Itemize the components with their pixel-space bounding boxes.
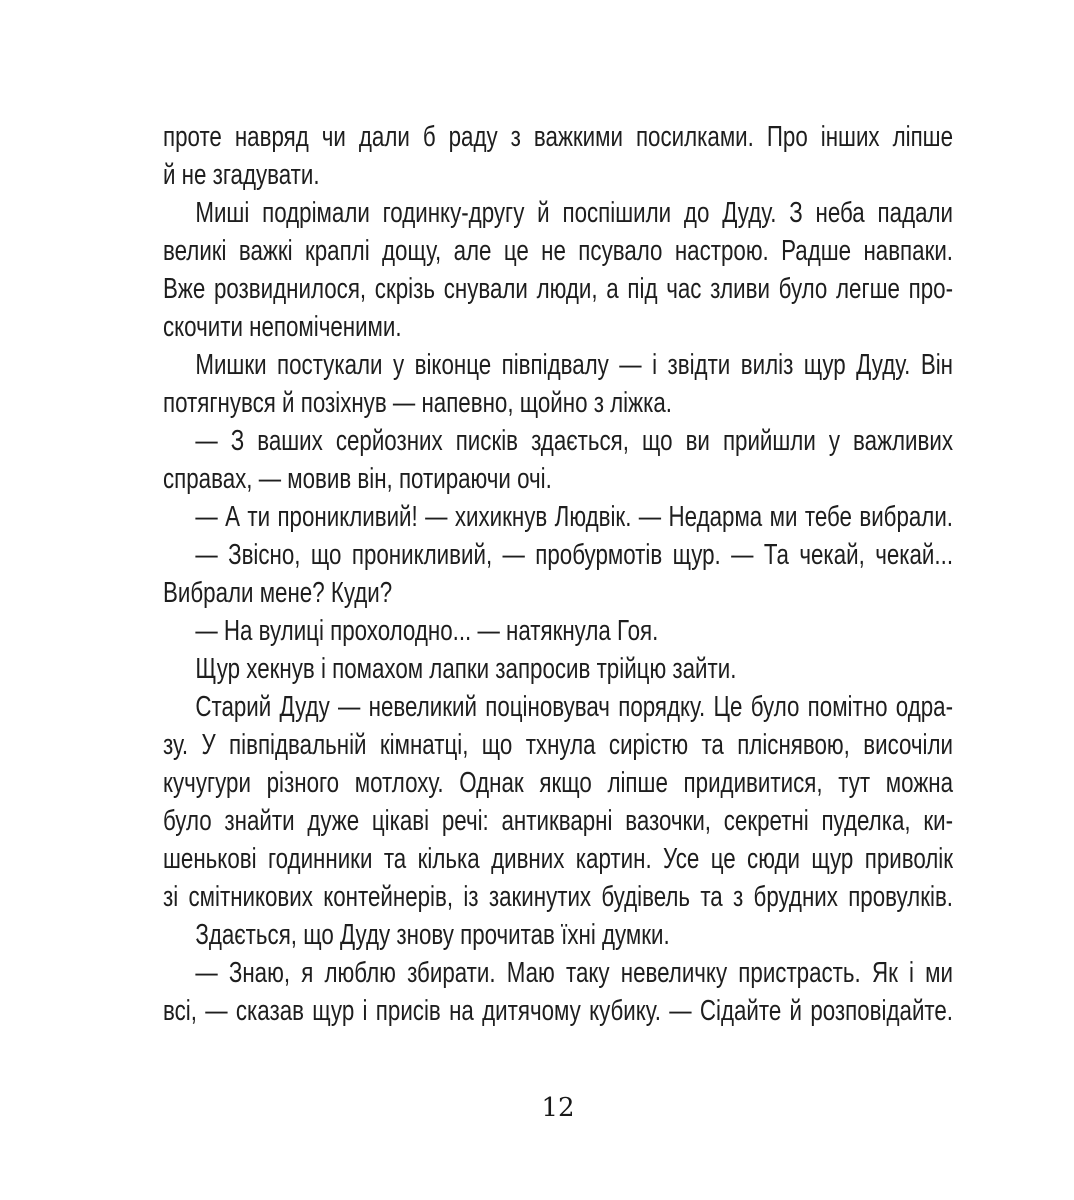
text-block (163, 118, 953, 1030)
text-line: Старий Дуду — невеликий поціновувач порядку. Це було помітно одра- (195, 691, 954, 723)
text-line: Вже розвиднилося, скрізь снували люди, а під час зливи було легше про- (163, 273, 954, 305)
text-line: — Звісно, що проникливий, — пробурмотів щур. — Та чекай, чекай... (195, 539, 954, 571)
text-line: було знайти дуже цікаві речі: антикварні вазочки, секретні пуделка, ки- (163, 805, 954, 837)
text-line: Мишки постукали у віконце півпідвалу — і звідти виліз щур Дуду. Він (195, 349, 954, 381)
text-line: проте навряд чи дали б раду з важкими посилками. Про інших ліпше (163, 121, 954, 153)
text-line: Миші подрімали годинку-другу й поспішили до Дуду. З неба падали (195, 197, 954, 229)
text-line: потягнувся й позіхнув — напевно, щойно з ліжка. (163, 387, 672, 419)
text-line: шенькові годинники та кілька дивних картин. Усе це сюди щур приволік (163, 843, 954, 875)
text-line: — А ти проникливий! — хихикнув Людвік. — Недарма ми тебе вибрали. (195, 501, 954, 533)
text-line: Вибрали мене? Куди? (163, 577, 393, 609)
text-line: кучугури різного мотлоху. Однак якщо ліпше придивитися, тут можна (163, 767, 954, 799)
text-line: — З ваших серйозних писків здається, що ви прийшли у важливих (195, 425, 954, 457)
page-number: 12 (541, 1093, 575, 1123)
text-line: — Знаю, я люблю збирати. Маю таку невеличку пристрасть. Як і ми (195, 957, 954, 989)
text-line: й не згадувати. (163, 159, 320, 191)
text-line: справах, — мовив він, потираючи очі. (163, 463, 552, 495)
text-line: Здається, що Дуду знову прочитав їхні думки. (195, 919, 670, 951)
text-line: всі, — сказав щур і присів на дитячому кубику. — Сідайте й розповідайте. (163, 995, 954, 1027)
text-line: зу. У півпідвальній кімнатці, що тхнула сирістю та пліснявою, височіли (163, 729, 954, 761)
text-line: скочити непоміченими. (163, 311, 402, 343)
text-line: зі смітникових контейнерів, із закинутих будівель та з брудних провулків. (163, 881, 954, 913)
text-line: — На вулиці прохолодно... — натякнула Гоя. (195, 615, 659, 647)
text-line: великі важкі краплі дощу, але це не псувало настрою. Радше навпаки. (163, 235, 954, 267)
text-line: Щур хекнув і помахом лапки запросив трійцю зайти. (195, 653, 737, 685)
